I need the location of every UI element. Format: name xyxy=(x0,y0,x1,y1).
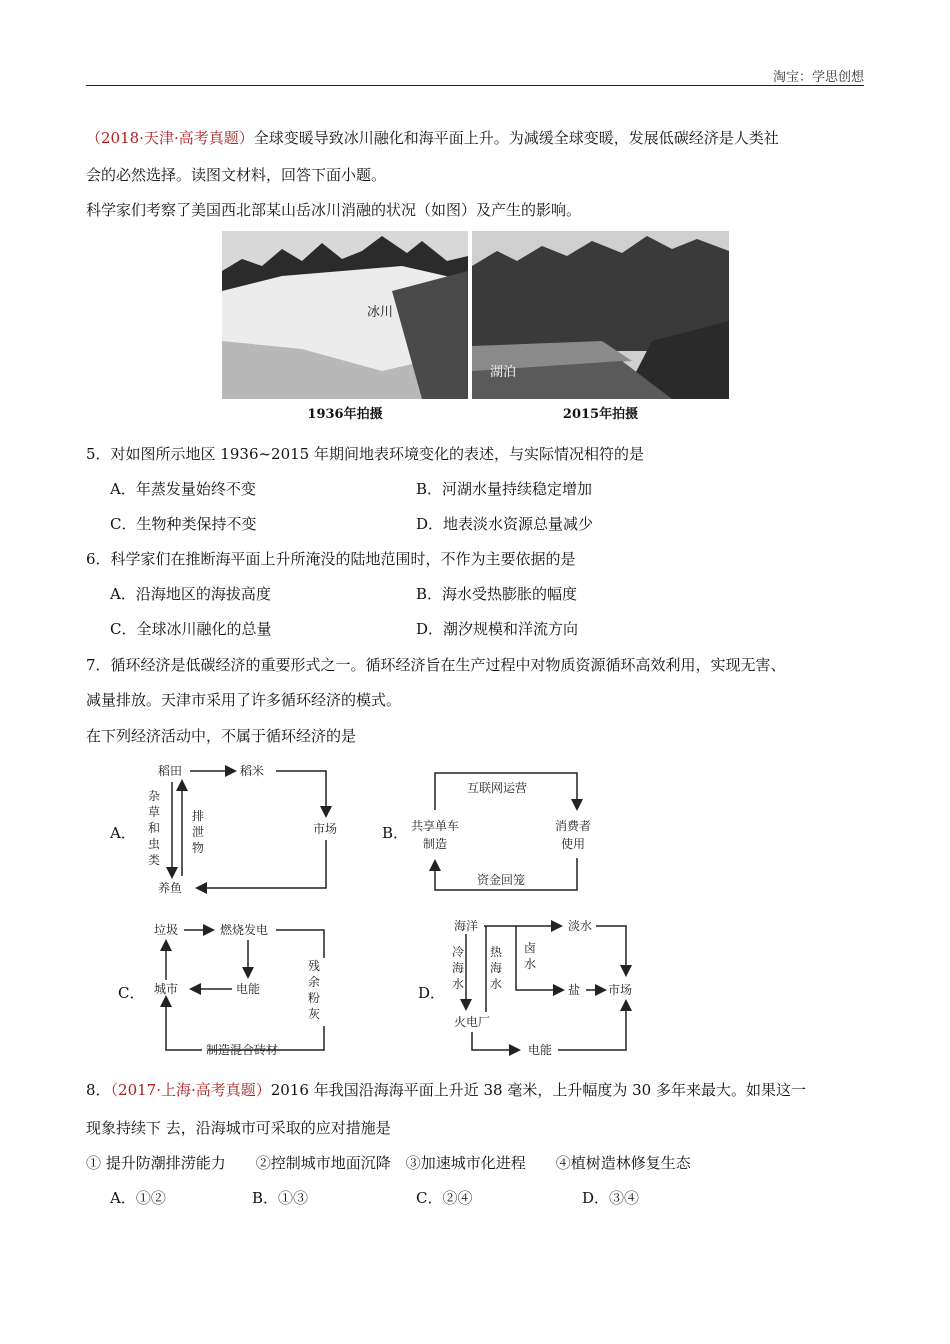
svg-text:冷: 冷 xyxy=(452,945,465,959)
diagram-d-node-ocean: 海洋 xyxy=(454,919,479,933)
q7-stem-3: 在下列经济活动中，不属于循环经济的是 xyxy=(86,727,357,745)
photo-caption-2015: 2015年拍摄 xyxy=(562,407,639,422)
intro-text-1: 全球变暖导致冰川融化和海平面上升。为减缓全球变暖，发展低碳经济是人类社 xyxy=(253,129,779,147)
svg-text:海: 海 xyxy=(452,961,465,975)
q6-option-c[interactable]: C．全球冰川融化的总量 xyxy=(110,620,272,638)
q5-option-c[interactable]: C．生物种类保持不变 xyxy=(110,515,257,533)
diagram-c-node-brick: 制造混合砖材 xyxy=(206,1043,279,1057)
svg-text:水: 水 xyxy=(452,977,465,991)
glacier-photo xyxy=(222,231,468,399)
svg-text:杂: 杂 xyxy=(148,789,161,803)
diagram-d-brine-label xyxy=(524,940,536,971)
intro-line-1 xyxy=(86,128,779,148)
q7-stem-1: 7．循环经济是低碳经济的重要形式之一。循环经济旨在生产过程中对物质资源循环高效利用，实现无害、 xyxy=(86,656,786,674)
diagram-a-node-paddy: 稻田 xyxy=(158,764,183,778)
q8-option-c[interactable]: C．②④ xyxy=(416,1189,473,1207)
q6-option-b[interactable]: B．海水受热膨胀的幅度 xyxy=(416,585,578,603)
diagram-d-node-salt: 盐 xyxy=(568,983,581,997)
q8-options-line: ① 提升防潮排涝能力 ②控制城市地面沉降 ③加速城市化进程 ④植树造林修复生态 xyxy=(86,1154,691,1172)
diagram-c-line-right xyxy=(276,930,324,958)
q6-option-a[interactable]: A．沿海地区的海拔高度 xyxy=(110,585,271,603)
diagram-a-mid-label xyxy=(192,808,204,855)
svg-text:粉: 粉 xyxy=(308,991,321,1005)
diagram-b-top-label: 互联网运营 xyxy=(467,781,528,795)
diagram-d-node-freshwater: 淡水 xyxy=(568,919,593,933)
diagram-a-node-market: 市场 xyxy=(313,822,338,836)
diagram-a-left-label xyxy=(148,788,160,867)
svg-text:水: 水 xyxy=(524,957,537,971)
svg-text:卤: 卤 xyxy=(524,941,537,955)
q8-stem-2: 现象持续下 去，沿海城市可采取的应对措施是 xyxy=(86,1119,391,1137)
svg-text:热: 热 xyxy=(490,945,503,959)
diagram-b-left-2: 制造 xyxy=(423,837,448,851)
svg-text:余: 余 xyxy=(308,975,321,989)
svg-text:类: 类 xyxy=(148,853,161,867)
diagram-d-node-market: 市场 xyxy=(608,983,633,997)
diagram-d-arrow-energy xyxy=(558,1002,626,1050)
diagram-d-hot-label xyxy=(490,944,503,991)
diagram-a-node-rice: 稻米 xyxy=(240,764,265,778)
svg-text:海: 海 xyxy=(490,961,503,975)
diagram-a xyxy=(148,760,348,900)
lake-label: 湖泊 xyxy=(490,365,517,380)
source-tag: （2018·天津·高考真题） xyxy=(86,129,254,147)
q5-option-a[interactable]: A．年蒸发量始终不变 xyxy=(110,480,256,498)
svg-text:残: 残 xyxy=(308,959,321,973)
q5-option-d[interactable]: D．地表淡水资源总量减少 xyxy=(416,515,594,533)
intro-line-2: 会的必然选择。读图文材料，回答下面小题。 xyxy=(86,166,387,184)
svg-text:草: 草 xyxy=(148,805,161,819)
photo-2015 xyxy=(472,231,729,431)
q8-number: 8． xyxy=(86,1081,111,1099)
diagram-c-node-power: 燃烧发电 xyxy=(220,923,269,937)
photo-1936 xyxy=(222,231,468,431)
diagram-d-node-plant: 火电厂 xyxy=(454,1015,491,1029)
q7-stem-2: 减量排放。天津市采用了许多循环经济的模式。 xyxy=(86,691,402,709)
diagram-d-node-energy: 电能 xyxy=(528,1043,553,1057)
q8-stem-1 xyxy=(86,1080,806,1100)
diagram-d xyxy=(448,912,648,1062)
diagram-c xyxy=(148,918,348,1060)
svg-text:水: 水 xyxy=(490,977,503,991)
glacier-label: 冰川 xyxy=(367,305,394,320)
svg-text:泄: 泄 xyxy=(192,825,205,839)
diagram-b-right-1: 消费者 xyxy=(555,819,592,833)
q8-source-tag: （2017·上海·高考真题） xyxy=(110,1081,271,1099)
diagram-b-left-1: 共享单车 xyxy=(411,819,460,833)
q6-option-d[interactable]: D．潮汐规模和洋流方向 xyxy=(416,620,579,638)
diagram-a-arrow-2 xyxy=(276,771,326,815)
diagram-a-arrow-3 xyxy=(198,840,326,888)
diagram-c-arrow-up xyxy=(166,998,202,1050)
q7-label-c[interactable]: C． xyxy=(118,984,145,1002)
header-rule xyxy=(86,85,864,86)
intro-line-3: 科学家们考察了美国西北部某山岳冰川消融的状况（如图）及产生的影响。 xyxy=(86,201,582,219)
q8-option-a[interactable]: A．①② xyxy=(110,1189,166,1207)
q5-stem: 5．对如图所示地区 1936~2015 年期间地表环境变化的表述，与实际情况相符的是 xyxy=(86,445,644,463)
q7-label-a[interactable]: A． xyxy=(110,824,136,842)
svg-text:物: 物 xyxy=(192,841,205,855)
diagram-c-node-energy: 电能 xyxy=(236,982,261,996)
diagram-b-bottom-label: 资金回笼 xyxy=(477,873,526,887)
q5-option-b[interactable]: B．河湖水量持续稳定增加 xyxy=(416,480,593,498)
q8-text-1: 2016 年我国沿海海平面上升近 38 毫米，上升幅度为 30 多年来最大。如果这一 xyxy=(270,1081,806,1099)
diagram-b-right-2: 使用 xyxy=(561,837,586,851)
diagram-c-node-garbage: 垃圾 xyxy=(154,923,179,937)
diagram-c-node-city: 城市 xyxy=(154,982,179,996)
q7-label-d[interactable]: D． xyxy=(418,984,446,1002)
diagram-d-arrow-brine xyxy=(516,926,562,990)
svg-text:和: 和 xyxy=(148,821,161,835)
diagram-b xyxy=(405,770,605,900)
svg-text:排: 排 xyxy=(192,809,205,823)
q8-option-b[interactable]: B．①③ xyxy=(252,1189,309,1207)
diagram-d-arrow-right xyxy=(596,926,626,974)
page-header: 淘宝：学思创想 xyxy=(772,70,864,85)
svg-text:虫: 虫 xyxy=(148,837,161,851)
q6-stem: 6．科学家们在推断海平面上升所淹没的陆地范围时，不作为主要依据的是 xyxy=(86,550,576,568)
q8-option-d[interactable]: D．③④ xyxy=(582,1189,640,1207)
q7-label-b[interactable]: B． xyxy=(382,824,409,842)
svg-text:灰: 灰 xyxy=(308,1007,321,1021)
diagram-d-cold-label xyxy=(452,944,464,991)
diagram-a-node-fish: 养鱼 xyxy=(158,881,183,895)
diagram-d-arrow-plant xyxy=(472,1032,518,1050)
photo-caption-1936: 1936年拍摄 xyxy=(307,407,383,422)
diagram-c-right-label xyxy=(308,959,320,1021)
